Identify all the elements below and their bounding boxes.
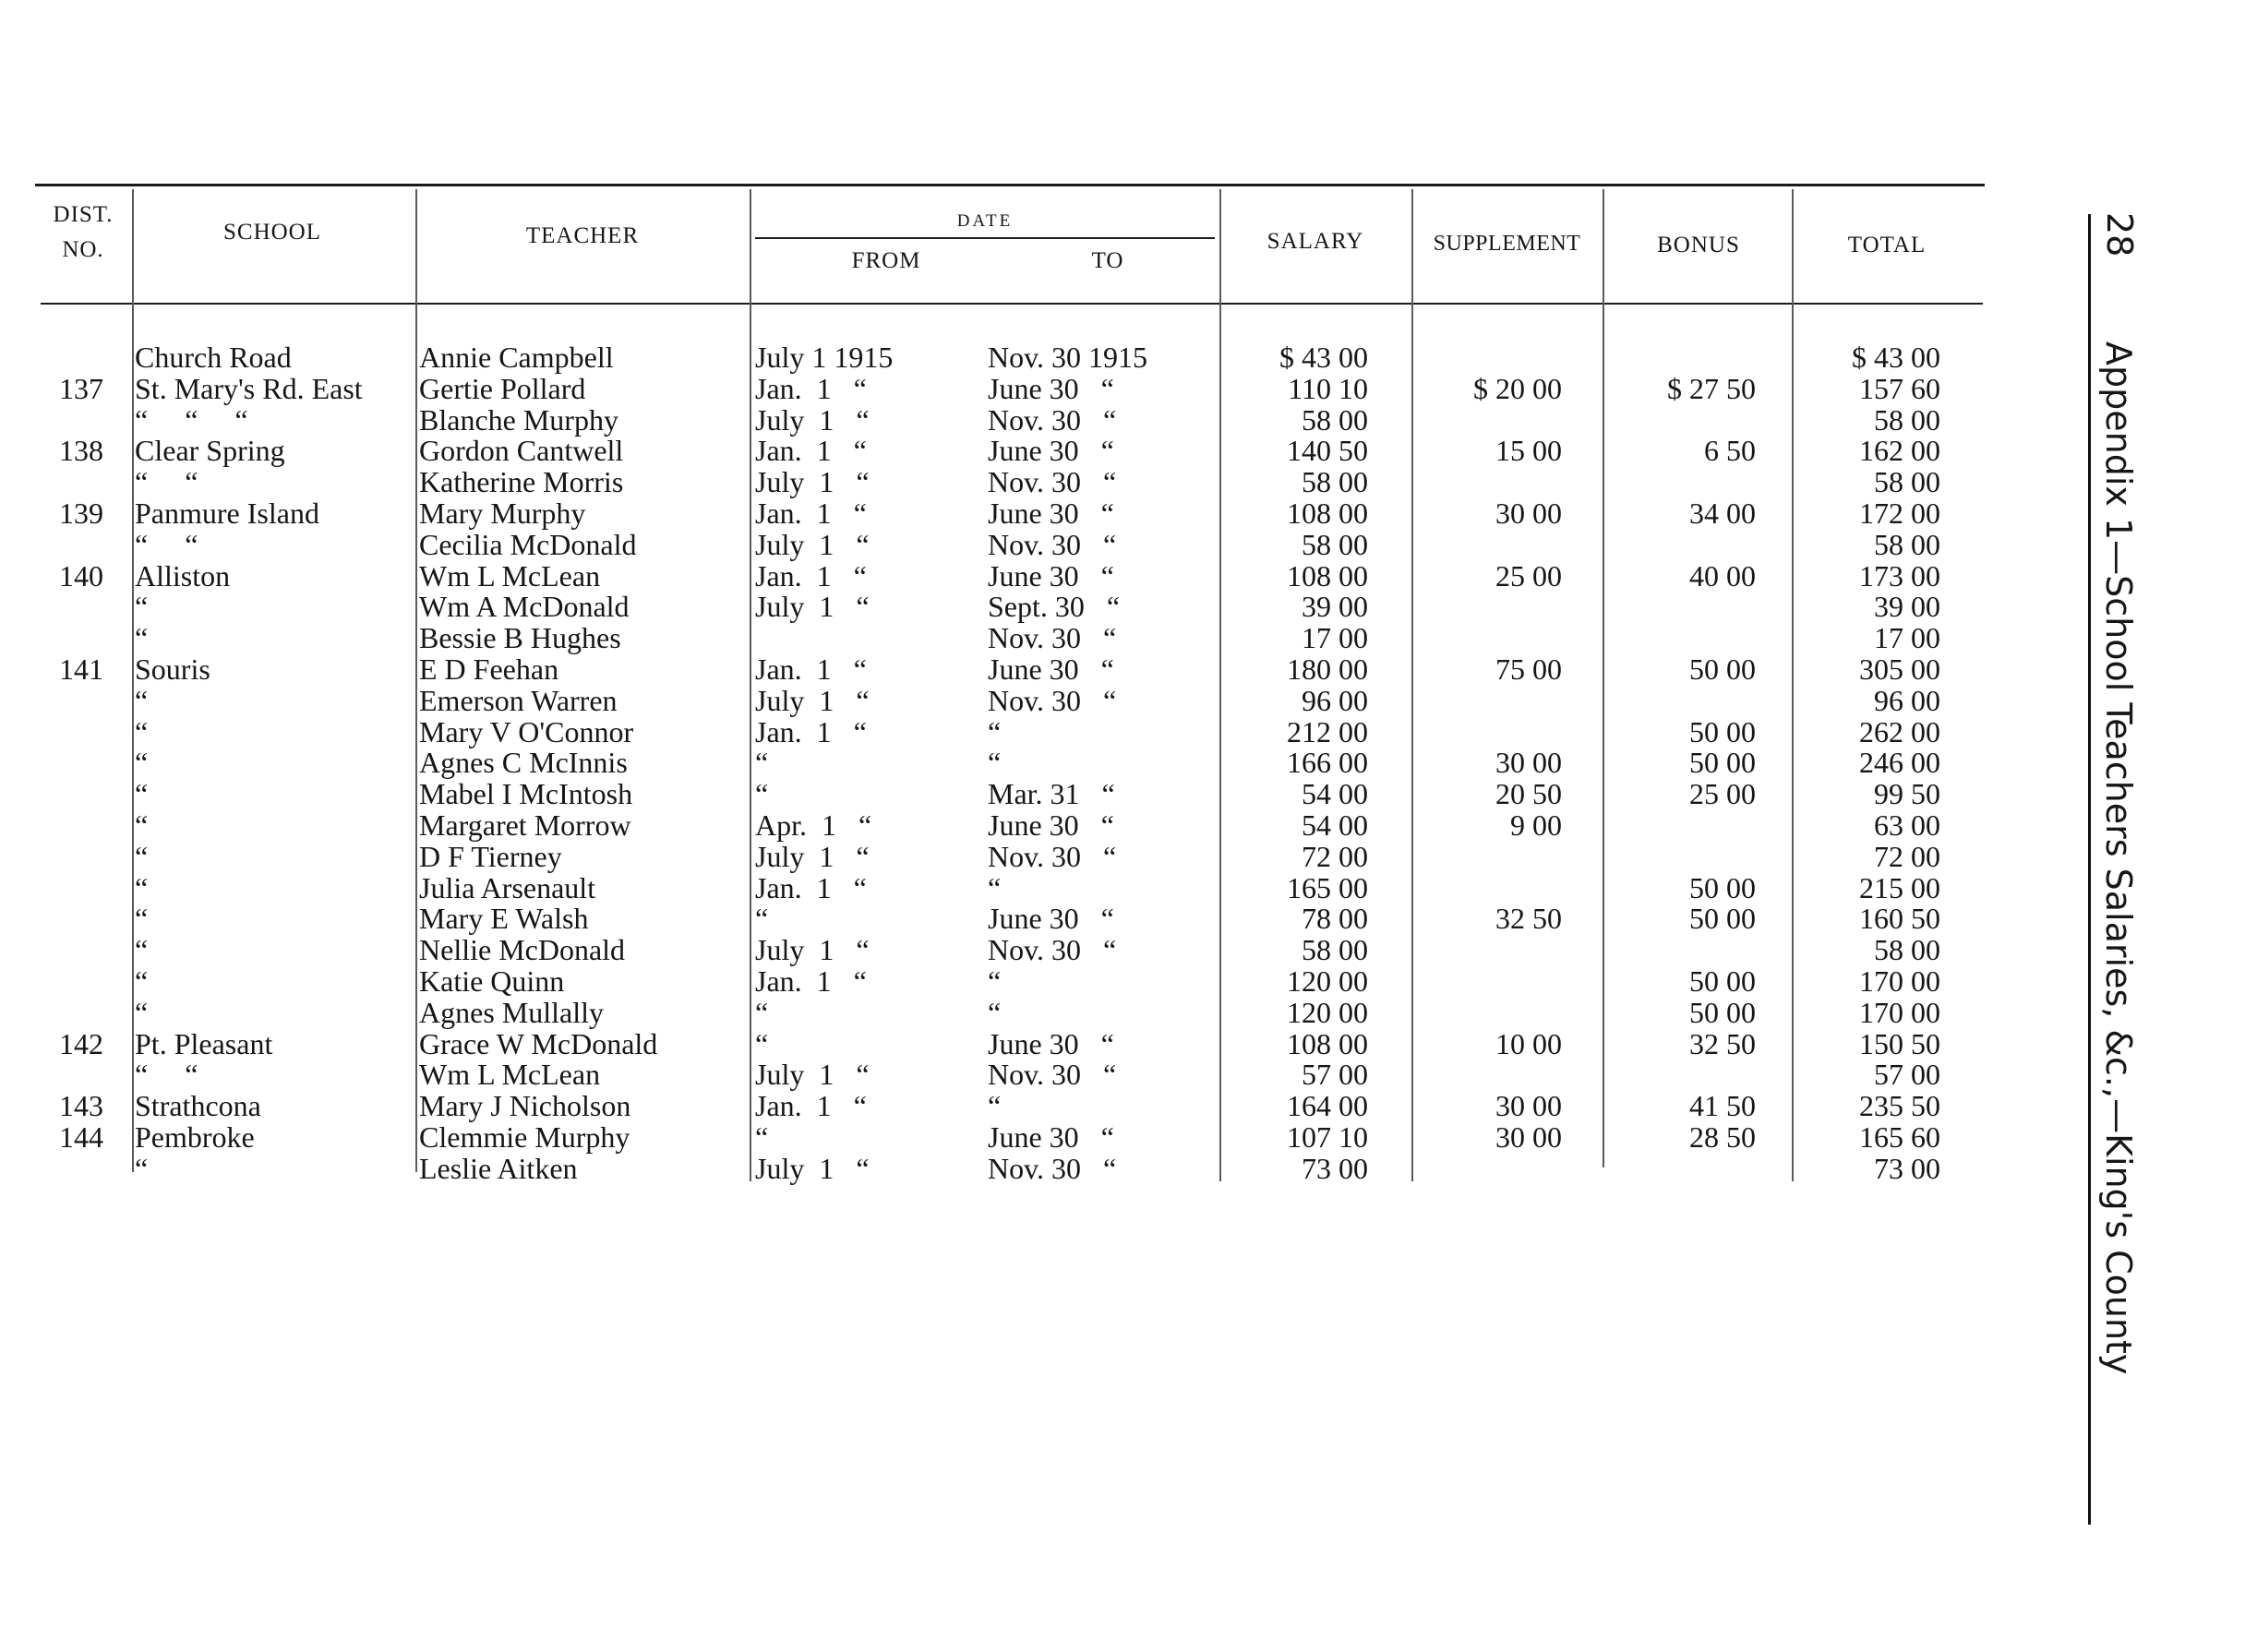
salary-cell: 54 00: [1302, 777, 1368, 811]
total-cell: 72 00: [1874, 839, 1940, 873]
school-cell: “: [135, 714, 149, 748]
date-from-cell: July 1 “: [755, 683, 870, 717]
salary-cell: 165 00: [1287, 870, 1368, 904]
total-cell: 162 00: [1859, 434, 1940, 468]
school-cell: Clear Spring: [135, 434, 285, 468]
school-cell: “: [135, 777, 149, 811]
table-row: [0, 903, 2003, 934]
total-cell: 150 50: [1859, 1026, 1940, 1060]
school-cell: “: [135, 683, 149, 717]
school-cell: Alliston: [135, 558, 231, 593]
school-cell: “: [135, 839, 149, 873]
total-cell: 170 00: [1859, 995, 1940, 1029]
salary-cell: 73 00: [1302, 1151, 1368, 1185]
total-cell: 165 60: [1859, 1120, 1940, 1154]
date-to-cell: Mar. 31 “: [988, 777, 1115, 811]
header-teacher: TEACHER: [525, 223, 640, 248]
teacher-cell: Wm A McDonald: [419, 590, 630, 624]
total-cell: 63 00: [1874, 808, 1940, 842]
table-top-rule: [35, 184, 1985, 186]
date-from-cell: Jan. 1 “: [755, 870, 867, 904]
date-to-cell: “: [988, 1089, 1002, 1123]
salary-cell: 180 00: [1287, 652, 1368, 686]
supplement-cell: 9 00: [1510, 808, 1562, 842]
bonus-cell: 41 50: [1689, 1089, 1756, 1123]
table-row: [0, 841, 2003, 872]
table-row: [0, 1121, 2003, 1153]
teacher-cell: Agnes Mullally: [419, 995, 604, 1029]
dist-no-cell: 143: [59, 1089, 103, 1123]
teacher-cell: Mary E Walsh: [419, 902, 589, 936]
date-from-cell: “: [755, 1026, 769, 1060]
dist-no-cell: 137: [59, 371, 103, 405]
date-to-cell: Sept. 30 “: [988, 590, 1121, 624]
date-from-cell: July 1 1915: [755, 341, 894, 374]
date-from-cell: Jan. 1 “: [755, 652, 867, 686]
salary-cell: 140 50: [1287, 434, 1368, 468]
table-row: [0, 685, 2003, 716]
date-to-cell: “: [988, 995, 1002, 1029]
total-cell: 58 00: [1874, 933, 1940, 967]
bonus-cell: 50 00: [1689, 995, 1756, 1029]
salary-cell: 54 00: [1302, 808, 1368, 842]
header-supplement: SUPPLEMENT: [1433, 232, 1581, 256]
table-row: [0, 809, 2003, 841]
total-cell: 57 00: [1874, 1058, 1940, 1092]
school-cell: “ “: [135, 465, 198, 499]
teacher-cell: Emerson Warren: [419, 683, 618, 717]
salary-cell: 39 00: [1302, 590, 1368, 624]
date-to-cell: “: [988, 964, 1002, 998]
table-row: [0, 965, 2003, 997]
table-row: [0, 435, 2003, 466]
bonus-cell: 50 00: [1689, 902, 1756, 936]
bonus-cell: 50 00: [1689, 870, 1756, 904]
teacher-cell: Leslie Aitken: [419, 1151, 578, 1185]
supplement-cell: 30 00: [1495, 1120, 1562, 1154]
salary-cell: 164 00: [1287, 1089, 1368, 1123]
header-salary: SALARY: [1267, 229, 1364, 254]
teacher-cell: Annie Campbell: [419, 341, 614, 374]
dist-no-cell: 142: [59, 1026, 103, 1060]
header-date: DATE: [956, 211, 1014, 231]
teacher-cell: Julia Arsenault: [419, 870, 596, 904]
teacher-cell: Mary V O'Connor: [419, 714, 634, 748]
table-row: [0, 716, 2003, 748]
school-cell: “ “: [135, 527, 198, 561]
total-cell: 58 00: [1874, 402, 1940, 437]
school-cell: St. Mary's Rd. East: [135, 371, 363, 405]
supplement-cell: 30 00: [1495, 1089, 1562, 1123]
date-to-cell: June 30 “: [988, 652, 1114, 686]
table-row: [0, 747, 2003, 778]
total-cell: 246 00: [1859, 746, 1940, 780]
salary-cell: 96 00: [1302, 683, 1368, 717]
date-from-cell: July 1 “: [755, 590, 870, 624]
supplement-cell: 75 00: [1495, 652, 1562, 686]
supplement-cell: 20 50: [1495, 777, 1562, 811]
date-from-cell: “: [755, 902, 769, 936]
teacher-cell: Mary Murphy: [419, 497, 586, 530]
teacher-cell: Gertie Pollard: [419, 371, 586, 405]
teacher-cell: Agnes C McInnis: [419, 746, 628, 780]
date-to-cell: June 30 “: [988, 558, 1114, 593]
date-to-cell: Nov. 30 “: [988, 839, 1117, 873]
header-total: TOTAL: [1847, 233, 1927, 257]
school-cell: “: [135, 964, 149, 998]
table-row: [0, 529, 2003, 560]
header-to: TO: [1091, 248, 1124, 273]
total-cell: 96 00: [1874, 683, 1940, 717]
teacher-cell: Katherine Morris: [419, 465, 624, 499]
salary-cell: 212 00: [1287, 714, 1368, 748]
date-from-cell: Apr. 1 “: [755, 808, 872, 842]
salary-cell: 110 10: [1288, 371, 1368, 405]
date-from-cell: July 1 “: [755, 1058, 870, 1092]
bonus-cell: 50 00: [1689, 964, 1756, 998]
total-cell: 173 00: [1859, 558, 1940, 593]
table-row: [0, 497, 2003, 529]
teacher-cell: Katie Quinn: [419, 964, 565, 998]
supplement-cell: 30 00: [1495, 497, 1562, 530]
table-row: [0, 778, 2003, 809]
salary-cell: 58 00: [1302, 402, 1368, 437]
header-bottom-rule: [41, 303, 1983, 305]
salary-cell: 58 00: [1302, 933, 1368, 967]
bonus-cell: 40 00: [1689, 558, 1756, 593]
teacher-cell: Gordon Cantwell: [419, 434, 624, 468]
bonus-cell: 50 00: [1689, 746, 1756, 780]
supplement-cell: $ 20 00: [1473, 371, 1562, 405]
header-dist-no: DIST. NO.: [53, 202, 114, 262]
salary-cell: 57 00: [1302, 1058, 1368, 1092]
dist-no-cell: 138: [59, 434, 103, 468]
table-row: [0, 1090, 2003, 1121]
table-row: [0, 997, 2003, 1028]
salary-cell: 17 00: [1302, 621, 1368, 655]
supplement-cell: 32 50: [1495, 902, 1562, 936]
school-cell: “ “ “: [135, 402, 248, 437]
date-to-cell: June 30 “: [988, 434, 1114, 468]
date-to-cell: June 30 “: [988, 1120, 1114, 1154]
table-row: [0, 622, 2003, 653]
date-to-cell: June 30 “: [988, 1026, 1114, 1060]
date-to-cell: Nov. 30 1915: [988, 341, 1148, 374]
school-cell: “: [135, 621, 149, 655]
date-to-cell: Nov. 30 “: [988, 527, 1117, 561]
salary-cell: 108 00: [1287, 497, 1368, 530]
total-cell: 305 00: [1859, 652, 1940, 686]
total-cell: 170 00: [1859, 964, 1940, 998]
total-cell: 58 00: [1874, 527, 1940, 561]
table-row: [0, 934, 2003, 965]
table-row: [0, 466, 2003, 497]
total-cell: 73 00: [1874, 1151, 1940, 1185]
date-to-cell: Nov. 30 “: [988, 683, 1117, 717]
total-cell: 160 50: [1859, 902, 1940, 936]
table-row: [0, 1153, 2003, 1184]
total-cell: 262 00: [1859, 714, 1940, 748]
salary-cell: 58 00: [1302, 465, 1368, 499]
school-cell: “ “: [135, 1058, 198, 1092]
supplement-cell: 15 00: [1495, 434, 1562, 468]
header-from: FROM: [851, 248, 921, 273]
dist-no-cell: 141: [59, 652, 103, 686]
date-from-cell: Jan. 1 “: [755, 964, 867, 998]
date-to-cell: Nov. 30 “: [988, 621, 1117, 655]
school-cell: “: [135, 590, 149, 624]
school-cell: “: [135, 1151, 149, 1185]
date-from-cell: “: [755, 746, 769, 780]
teacher-cell: Nellie McDonald: [419, 933, 626, 967]
school-cell: Pt. Pleasant: [135, 1026, 273, 1060]
dist-no-cell: 139: [59, 497, 103, 530]
school-cell: “: [135, 995, 149, 1029]
table-row: [0, 341, 2003, 373]
supplement-cell: 25 00: [1495, 558, 1562, 593]
date-from-cell: “: [755, 777, 769, 811]
school-cell: Church Road: [135, 341, 292, 374]
salary-cell: 72 00: [1302, 839, 1368, 873]
date-to-cell: Nov. 30 “: [988, 465, 1117, 499]
supplement-cell: 30 00: [1495, 746, 1562, 780]
bonus-cell: 25 00: [1689, 777, 1756, 811]
bonus-cell: 28 50: [1689, 1120, 1756, 1154]
date-from-cell: Jan. 1 “: [755, 714, 867, 748]
supplement-cell: 10 00: [1495, 1026, 1562, 1060]
date-from-cell: Jan. 1 “: [755, 1089, 867, 1123]
dist-no-cell: 140: [59, 558, 103, 593]
school-cell: “: [135, 808, 149, 842]
salary-cell: 58 00: [1302, 527, 1368, 561]
date-from-cell: July 1 “: [755, 1151, 870, 1185]
total-cell: 157 60: [1859, 371, 1940, 405]
date-to-cell: June 30 “: [988, 902, 1114, 936]
total-cell: $ 43 00: [1852, 341, 1940, 374]
teacher-cell: Margaret Morrow: [419, 808, 631, 842]
salary-cell: 108 00: [1287, 1026, 1368, 1060]
salary-cell: 166 00: [1287, 746, 1368, 780]
teacher-cell: Wm L McLean: [419, 558, 601, 593]
total-cell: 58 00: [1874, 465, 1940, 499]
bonus-cell: 34 00: [1689, 497, 1756, 530]
header-bonus: BONUS: [1657, 233, 1740, 257]
date-from-cell: July 1 “: [755, 527, 870, 561]
teacher-cell: Grace W McDonald: [419, 1026, 658, 1060]
date-from-cell: July 1 “: [755, 402, 870, 437]
date-from-cell: “: [755, 1120, 769, 1154]
date-from-cell: Jan. 1 “: [755, 497, 867, 530]
salary-cell: $ 43 00: [1279, 341, 1368, 374]
total-cell: 39 00: [1874, 590, 1940, 624]
teacher-cell: D F Tierney: [419, 839, 562, 873]
teacher-cell: Cecilia McDonald: [419, 527, 637, 561]
table-row: [0, 591, 2003, 622]
date-from-cell: Jan. 1 “: [755, 434, 867, 468]
teacher-cell: Mary J Nicholson: [419, 1089, 631, 1123]
date-to-cell: June 30 “: [988, 497, 1114, 530]
date-to-cell: “: [988, 870, 1002, 904]
table-row: [0, 872, 2003, 904]
page-number: 28: [2099, 212, 2140, 257]
date-to-cell: June 30 “: [988, 371, 1114, 405]
date-from-cell: Jan. 1 “: [755, 371, 867, 405]
date-to-cell: Nov. 30 “: [988, 1151, 1117, 1185]
running-title: Appendix 1—School Teachers Salaries, &c.,—King's County: [2098, 341, 2139, 1375]
school-cell: “: [135, 746, 149, 780]
bonus-cell: 50 00: [1689, 714, 1756, 748]
salary-cell: 107 10: [1287, 1120, 1368, 1154]
school-cell: Panmure Island: [135, 497, 319, 530]
total-cell: 235 50: [1859, 1089, 1940, 1123]
salary-cell: 108 00: [1287, 558, 1368, 593]
date-to-cell: “: [988, 746, 1002, 780]
date-to-cell: Nov. 30 “: [988, 1058, 1117, 1092]
table-row: [0, 404, 2003, 436]
table-row: [0, 1028, 2003, 1059]
teacher-cell: Bessie B Hughes: [419, 621, 621, 655]
bonus-cell: 32 50: [1689, 1026, 1756, 1060]
school-cell: Pembroke: [135, 1120, 255, 1154]
school-cell: “: [135, 902, 149, 936]
date-from-cell: July 1 “: [755, 933, 870, 967]
date-to-cell: Nov. 30 “: [988, 933, 1117, 967]
salary-cell: 120 00: [1287, 964, 1368, 998]
salary-cell: 120 00: [1287, 995, 1368, 1029]
date-to-cell: June 30 “: [988, 808, 1114, 842]
total-cell: 215 00: [1859, 870, 1940, 904]
date-to-cell: “: [988, 714, 1002, 748]
teacher-cell: E D Feehan: [419, 652, 559, 686]
date-from-cell: “: [755, 995, 769, 1029]
bonus-cell: 6 50: [1704, 434, 1756, 468]
bonus-cell: $ 27 50: [1667, 371, 1756, 405]
table-row: [0, 1059, 2003, 1090]
teacher-cell: Mabel I McIntosh: [419, 777, 633, 811]
bonus-cell: 50 00: [1689, 652, 1756, 686]
date-from-cell: July 1 “: [755, 465, 870, 499]
dist-no-cell: 144: [59, 1120, 103, 1154]
table-row: [0, 653, 2003, 685]
date-to-cell: Nov. 30 “: [988, 402, 1117, 437]
total-cell: 99 50: [1874, 777, 1940, 811]
school-cell: “: [135, 933, 149, 967]
teacher-cell: Blanche Murphy: [419, 402, 618, 437]
school-cell: “: [135, 870, 149, 904]
header-school: SCHOOL: [222, 220, 321, 245]
school-cell: Souris: [135, 652, 210, 686]
table-row: [0, 373, 2003, 404]
teacher-cell: Wm L McLean: [419, 1058, 601, 1092]
table-row: [0, 560, 2003, 592]
total-cell: 172 00: [1859, 497, 1940, 530]
teacher-cell: Clemmie Murphy: [419, 1120, 630, 1154]
salary-cell: 78 00: [1302, 902, 1368, 936]
date-from-cell: July 1 “: [755, 839, 870, 873]
school-cell: Strathcona: [135, 1089, 261, 1123]
total-cell: 17 00: [1874, 621, 1940, 655]
date-from-cell: Jan. 1 “: [755, 558, 867, 593]
